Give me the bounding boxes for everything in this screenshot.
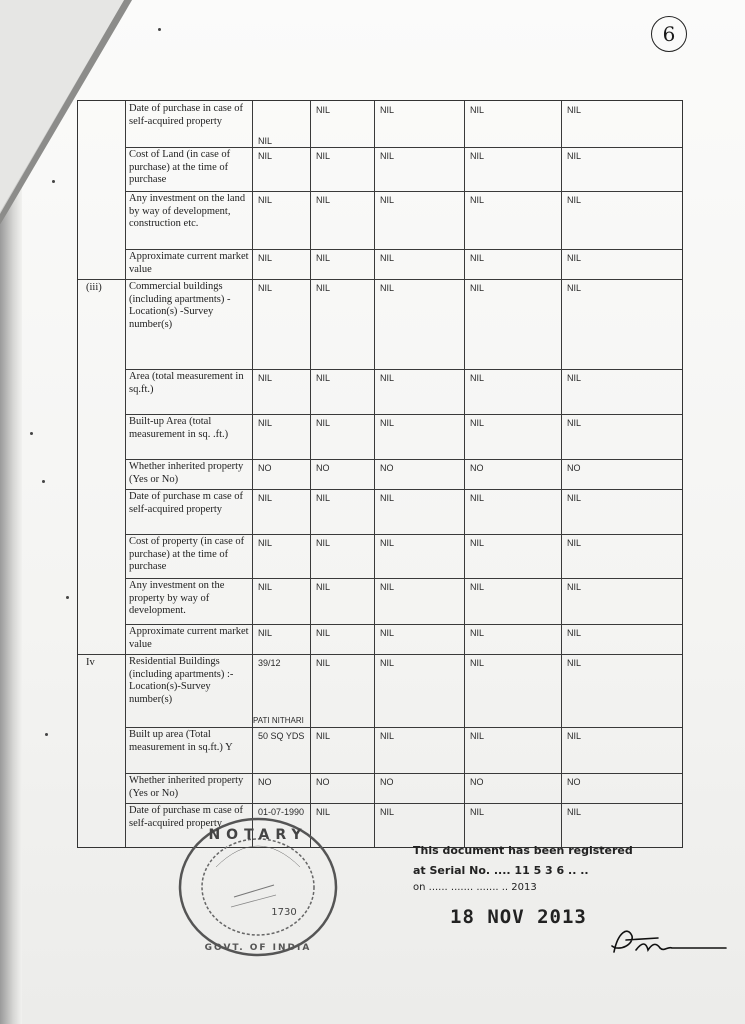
row-label: Commercial buildings (including apartments) -Location(s) -Survey number(s): [129, 281, 231, 330]
cell-value: NO: [470, 463, 484, 473]
table-row-divider: [125, 578, 682, 579]
cell-value: NIL: [258, 195, 273, 205]
cell-value: NIL: [470, 731, 485, 741]
cell-value: NIL: [567, 195, 582, 205]
cell-value: NIL: [316, 493, 331, 503]
table-row-divider: [125, 147, 682, 148]
cell-value: 39/12: [258, 658, 281, 668]
cell-value-location: PATI NITHARI: [253, 716, 304, 725]
table-column-divider: [374, 101, 375, 847]
table-row-divider: [125, 534, 682, 535]
cell-value: NIL: [470, 582, 485, 592]
cell-value: NO: [567, 777, 581, 787]
row-label: Approximate current market value: [129, 626, 249, 650]
cell-value: NIL: [470, 105, 485, 115]
notary-seal-top-text: NOTARY: [208, 827, 308, 843]
cell-value: NIL: [567, 538, 582, 548]
cell-value: NIL: [316, 628, 331, 638]
cell-value: NIL: [258, 136, 273, 146]
scan-speck: [45, 733, 48, 736]
cell-value: NO: [258, 777, 272, 787]
cell-value: NIL: [258, 582, 273, 592]
cell-value: NIL: [567, 628, 582, 638]
cell-value: NO: [258, 463, 272, 473]
scan-speck: [42, 480, 45, 483]
property-assets-table: [77, 100, 683, 848]
registration-date-stamp: 18 NOV 2013: [450, 906, 587, 928]
page-number-circle: [651, 16, 687, 52]
cell-value: NO: [316, 777, 330, 787]
notary-seal-bottom-text: GOVT. OF INDIA: [204, 943, 312, 953]
cell-value: NIL: [380, 493, 395, 503]
signature-icon: [606, 922, 728, 964]
cell-value: NO: [316, 463, 330, 473]
cell-value: NIL: [316, 195, 331, 205]
cell-value: NIL: [567, 151, 582, 161]
row-label: Residential Buildings (including apartments) :- Location(s)-Survey number(s): [129, 656, 234, 705]
cell-value: NIL: [380, 807, 395, 817]
registration-stamp-line1: This document has been registered: [413, 844, 633, 857]
row-label: Any investment on the land by way of development, construction etc.: [129, 193, 246, 229]
row-label: Whether inherited property (Yes or No): [129, 775, 244, 799]
cell-value: NIL: [470, 538, 485, 548]
row-label: Cost of property (in case of purchase) at the time of purchase: [129, 536, 245, 572]
cell-value: NIL: [258, 253, 273, 263]
table-row-divider: [125, 369, 682, 370]
cell-value: 01-07-1990: [258, 807, 305, 817]
table-row-divider: [125, 249, 682, 250]
cell-value: NIL: [380, 582, 395, 592]
cell-value: NIL: [258, 628, 273, 638]
cell-value: NIL: [470, 628, 485, 638]
cell-value: NIL: [258, 283, 273, 293]
cell-value: NIL: [380, 105, 395, 115]
table-row-divider: [125, 459, 682, 460]
cell-value: NIL: [470, 253, 485, 263]
cell-value: NIL: [470, 373, 485, 383]
table-row-divider: [125, 727, 682, 728]
cell-value: NIL: [567, 105, 582, 115]
row-label: Built-up Area (total measurement in sq. .ft.): [129, 416, 229, 440]
cell-value: NIL: [380, 151, 395, 161]
table-column-divider: [125, 101, 126, 847]
cell-value: NIL: [380, 195, 395, 205]
cell-value: NIL: [470, 807, 485, 817]
cell-value: NIL: [567, 373, 582, 383]
cell-value: NIL: [380, 628, 395, 638]
cell-value: NIL: [316, 582, 331, 592]
cell-value: NIL: [316, 731, 331, 741]
cell-value: NIL: [567, 582, 582, 592]
cell-value: NO: [567, 463, 581, 473]
row-label: Date of purchase in case of self-acquired property: [129, 103, 243, 127]
cell-value: NIL: [316, 807, 331, 817]
table-row-divider: [125, 489, 682, 490]
notary-seal-icon: [176, 815, 341, 960]
cell-value: NIL: [380, 373, 395, 383]
cell-value: NIL: [567, 418, 582, 428]
cell-value: NIL: [567, 493, 582, 503]
page-number: 6: [662, 22, 676, 46]
row-label: Any investment on the property by way of development.: [129, 580, 225, 616]
table-column-divider: [252, 101, 253, 847]
section-number: (iii): [86, 282, 102, 293]
cell-value: NIL: [380, 283, 395, 293]
cell-value: NIL: [380, 731, 395, 741]
table-row-divider: [125, 624, 682, 625]
cell-value: NIL: [567, 253, 582, 263]
scan-speck: [30, 432, 33, 435]
cell-value: NIL: [380, 253, 395, 263]
cell-value: NIL: [258, 493, 273, 503]
table-column-divider: [464, 101, 465, 847]
cell-value: NIL: [258, 373, 273, 383]
cell-value: NIL: [316, 538, 331, 548]
cell-value: NIL: [567, 658, 582, 668]
cell-value: NIL: [380, 418, 395, 428]
row-label: Area (total measurement in sq.ft.): [129, 371, 244, 395]
row-label: Whether inherited property (Yes or No): [129, 461, 244, 485]
row-label: Approximate current market value: [129, 251, 249, 275]
scan-speck: [66, 596, 69, 599]
table-row-divider: [78, 279, 682, 280]
table-column-divider: [310, 101, 311, 847]
cell-value: NIL: [380, 538, 395, 548]
table-column-divider: [561, 101, 562, 847]
cell-value: NIL: [258, 151, 273, 161]
scan-speck: [158, 28, 161, 31]
cell-value: NIL: [316, 151, 331, 161]
cell-value: NIL: [316, 283, 331, 293]
cell-value: NO: [380, 463, 394, 473]
notary-seal-number: 1730: [271, 907, 297, 918]
cell-value: NIL: [470, 658, 485, 668]
table-row-divider: [125, 803, 682, 804]
cell-value: NIL: [567, 283, 582, 293]
table-row-divider: [78, 654, 682, 655]
table-row-divider: [125, 414, 682, 415]
cell-value: NIL: [258, 538, 273, 548]
cell-value: NIL: [470, 418, 485, 428]
row-label: Built up area (Total measurement in sq.ft.) Y: [129, 729, 233, 753]
table-row-divider: [125, 773, 682, 774]
cell-value: NIL: [470, 493, 485, 503]
cell-value: NIL: [470, 151, 485, 161]
table-row-divider: [125, 191, 682, 192]
cell-value: NIL: [316, 658, 331, 668]
cell-value: NIL: [316, 253, 331, 263]
cell-value: NIL: [470, 283, 485, 293]
registration-stamp-line3: on ...... ....... ....... .. 2013: [413, 882, 537, 893]
section-number: Iv: [86, 657, 95, 668]
cell-value: NIL: [567, 807, 582, 817]
scan-speck: [52, 180, 55, 183]
row-label: Cost of Land (in case of purchase) at the time of purchase: [129, 149, 231, 185]
cell-value: NIL: [258, 418, 273, 428]
cell-value: NIL: [316, 418, 331, 428]
cell-value: NIL: [380, 658, 395, 668]
row-label: Date of purchase m case of self-acquired property: [129, 491, 243, 515]
cell-value: NO: [470, 777, 484, 787]
cell-value: NIL: [316, 373, 331, 383]
cell-value: 50 SQ YDS: [258, 731, 305, 741]
cell-value: NIL: [567, 731, 582, 741]
cell-value: NO: [380, 777, 394, 787]
cell-value: NIL: [470, 195, 485, 205]
row-label: Date of purchase m case of self-acquired property: [129, 805, 243, 829]
registration-stamp-line2: at Serial No. .... 11 5 3 6 .. ..: [413, 864, 589, 877]
cell-value: NIL: [316, 105, 331, 115]
